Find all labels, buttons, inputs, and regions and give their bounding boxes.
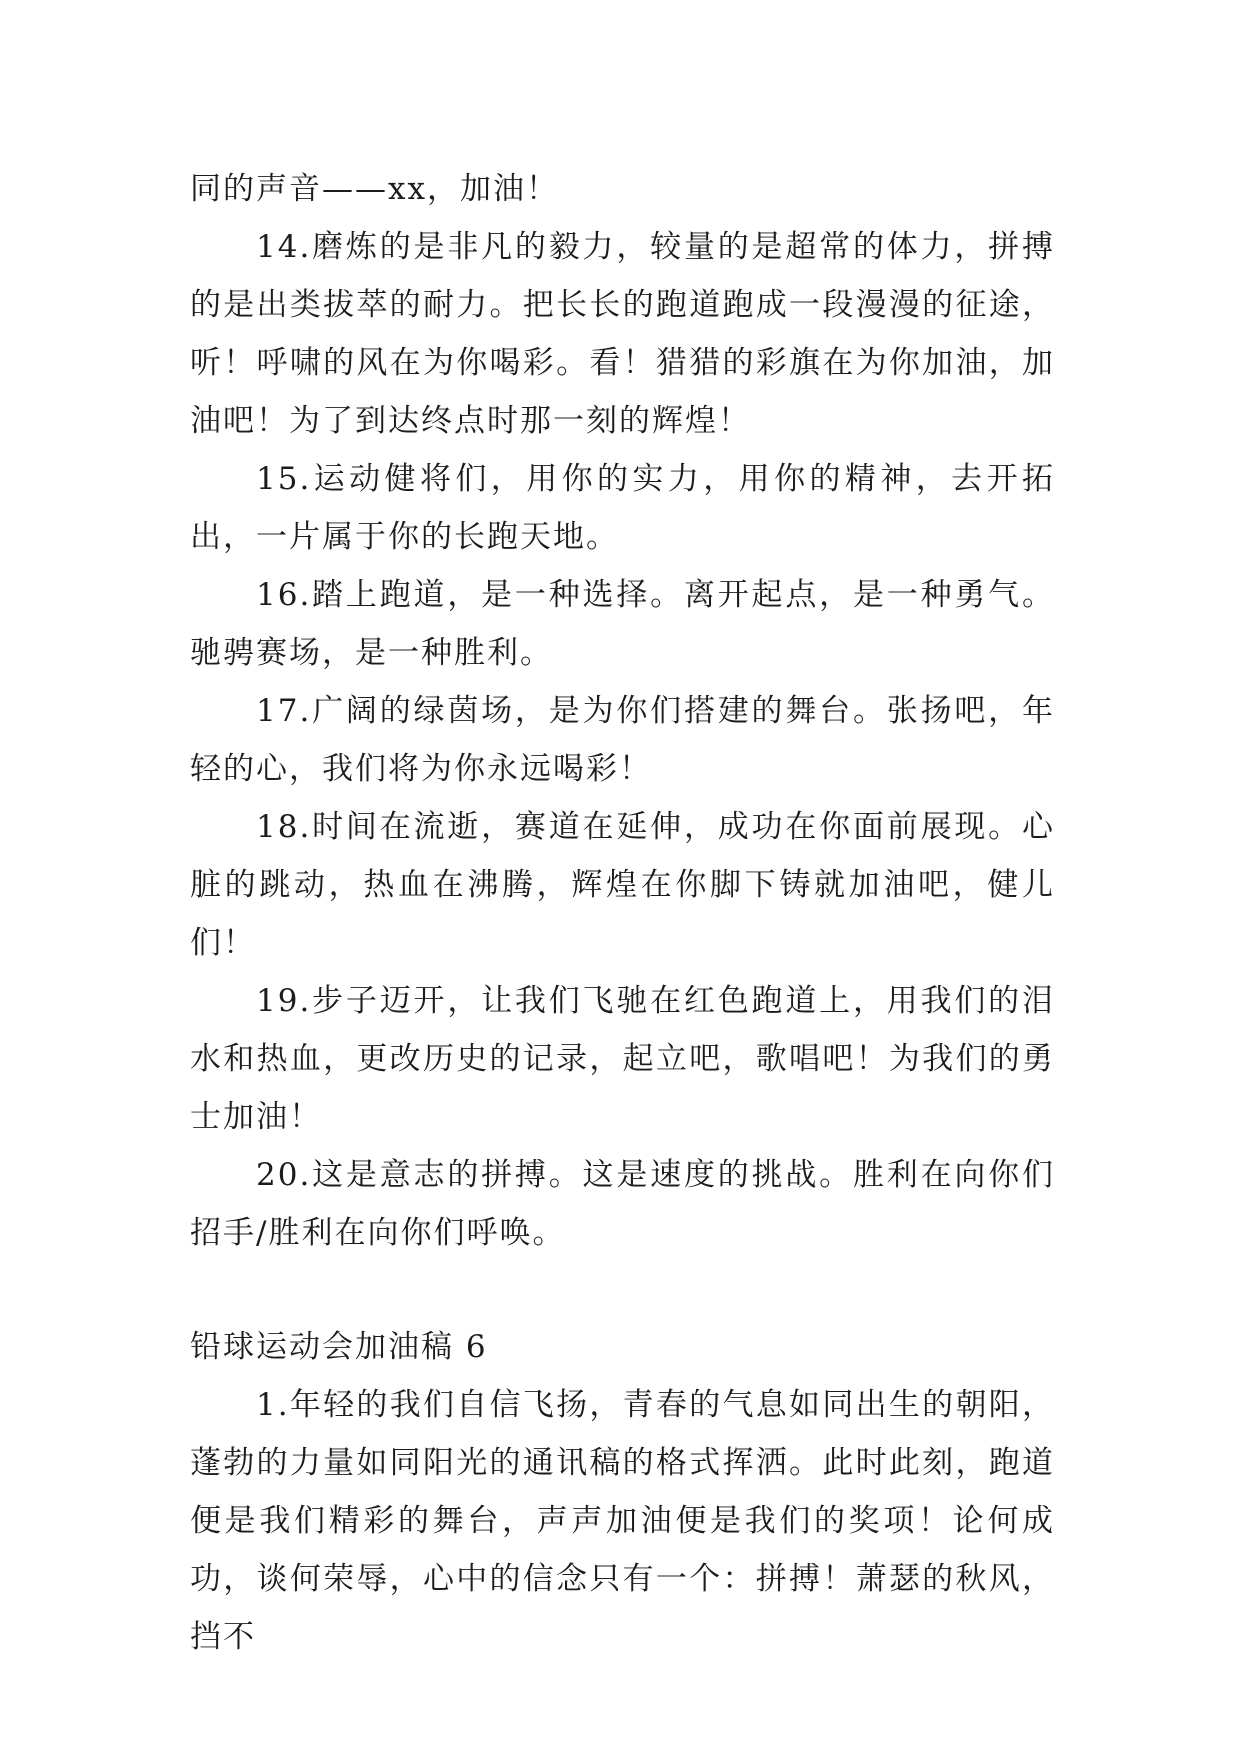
cheer-item-19: 19.步子迈开，让我们飞驰在红色跑道上，用我们的泪水和热血，更改历史的记录，起立吧，歌唱吧！为我们的勇士加油！ [190,983,1055,1135]
continuation-paragraph: 同的声音——xx，加油！ [190,171,559,207]
cheer-item-16: 16.踏上跑道，是一种选择。离开起点，是一种勇气。驰骋赛场，是一种胜利。 [190,577,1055,671]
cheer-item-18: 18.时间在流逝，赛道在延伸，成功在你面前展现。心脏的跳动，热血在沸腾，辉煌在你脚下铸就加油吧，健儿们！ [190,809,1055,961]
shotput-cheer-item-1: 1.年轻的我们自信飞扬，青春的气息如同出生的朝阳，蓬勃的力量如同阳光的通讯稿的格式挥洒。此时此刻，跑道便是我们精彩的舞台，声声加油便是我们的奖项！论何成功，谈何荣辱，心中的信念只有一个：拼搏！萧瑟的秋风，挡不 [190,1387,1055,1655]
section-heading: 铅球运动会加油稿 6 [190,1329,488,1365]
cheer-item-17: 17.广阔的绿茵场，是为你们搭建的舞台。张扬吧，年轻的心，我们将为你永远喝彩！ [190,693,1055,787]
document-body [190,160,1055,1666]
cheer-item-15: 15.运动健将们，用你的实力，用你的精神，去开拓出，一片属于你的长跑天地。 [190,461,1055,555]
cheer-item-20: 20.这是意志的拼搏。这是速度的挑战。胜利在向你们招手/胜利在向你们呼唤。 [190,1157,1055,1251]
cheer-item-14: 14.磨炼的是非凡的毅力，较量的是超常的体力，拼搏的是出类拔萃的耐力。把长长的跑道跑成一段漫漫的征途，听！呼啸的风在为你喝彩。看！猎猎的彩旗在为你加油，加油吧！为了到达终点时那一刻的辉煌！ [190,229,1055,439]
